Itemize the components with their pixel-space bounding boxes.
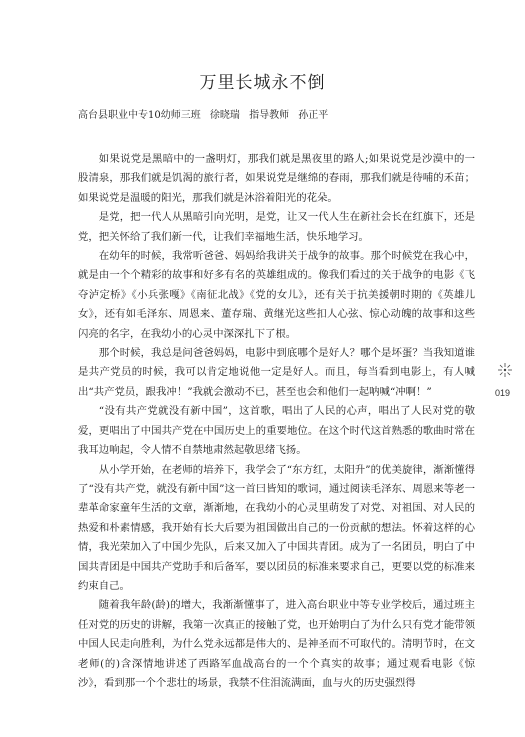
paragraph: “没有共产党就没有新中国”，这首歌，唱出了人民的心声，唱出了人民对党的敬爱，更唱出了中国共产党在中国历史上的重要地位。在这个时代这首熟悉的歌曲时常在我耳边响起，令人情不自禁地肃然起敬思绪飞扬。 [78,405,475,457]
paragraph: 那个时候，我总是问爸爸妈妈，电影中到底哪个是好人？哪个是坏蛋？当我知道谁是共产党员的时候，我可以肯定地说他一定是好人。而且，每当看到电影上，有人喊出“共产党员，跟我冲！”我就会激动不已，甚至也会和他们一起呐喊“冲啊！” [78,347,475,398]
paragraph: 从小学开始，在老师的培养下，我学会了“东方红，太阳升”的优美旋律，渐渐懂得了“没有共产党，就没有新中国”这一首曰皆知的歌词，通过阅读毛泽东、周恩来等老一辈革命家童年生活的文章，渐渐地，在我幼小的心灵里萌发了对党、对祖国、对人民的热爱和朴素情感，我开始有长大后要为祖国做出自己的一份贡献的想法。怀着这样的心情，我光荣加入了中国少先队，后来又加入了中国共青团。成为了一名团员，明白了中国共青团是中国共产党助手和后备军，要以团员的标准来要求自己，更要以党的标准来约束自己。 [78,463,475,592]
page-number: 019 [495,388,511,398]
paragraph: 在幼年的时候，我常听爸爸、妈妈给我讲关于战争的故事。那个时候党在我心中，就是由一个个精彩的故事和好多有名的英雄组成的。像我们看过的关于战争的电影《飞夺泸定桥》《小兵张嘎》《南征北战》《党的女儿》，还有关于抗美援朝时期的《英雄儿女》，还有如毛泽东、周恩来、董存瑞、黄继光这些扣人心弦、惊心动魄的故事和这些闪亮的名字，在我幼小的心灵中深深扎下了根。 [78,250,475,340]
page-ornament-icon [497,362,513,378]
paragraph: 如果说党是黑暗中的一盏明灯，那我们就是黑夜里的路人;如果说党是沙漠中的一股清泉，那我们就是饥渴的旅行者，如果说党是继绵的春雨，那我们就是待哺的禾苗；如果说党是温暖的阳光，那我们就是沐浴着阳光的花朵。 [78,153,475,204]
author-byline: 高台县职业中专10幼师三班 徐晓瑞 指导教师 孙正平 [78,110,329,121]
paragraph: 是党，把一代人从黑暗引向光明，是党，让又一代人生在新社会长在红旗下，还是党，把关怀给了我们新一代，让我们幸福地生活，快乐地学习。 [78,211,475,243]
article-title: 万里长城永不倒 [199,73,326,93]
article-body [78,150,475,693]
paragraph: 随着我年龄(龄)的增大，我渐渐懂事了，进入高台职业中等专业学校后，通过班主任对党的历史的讲解，我第一次真正的接触了党，也开始明白了为什么只有党才能带领中国人民走向胜利，为什么党永远都是伟大的、是神圣而不可取代的。清明节时，在文老师(的)含深情地讲述了西路军血战高台的一个个真实的故事；通过观看电影《惊沙》，看到那一个个悲壮的场景，我禁不住泪流满面，血与火的历史强烈得 [78,599,475,689]
